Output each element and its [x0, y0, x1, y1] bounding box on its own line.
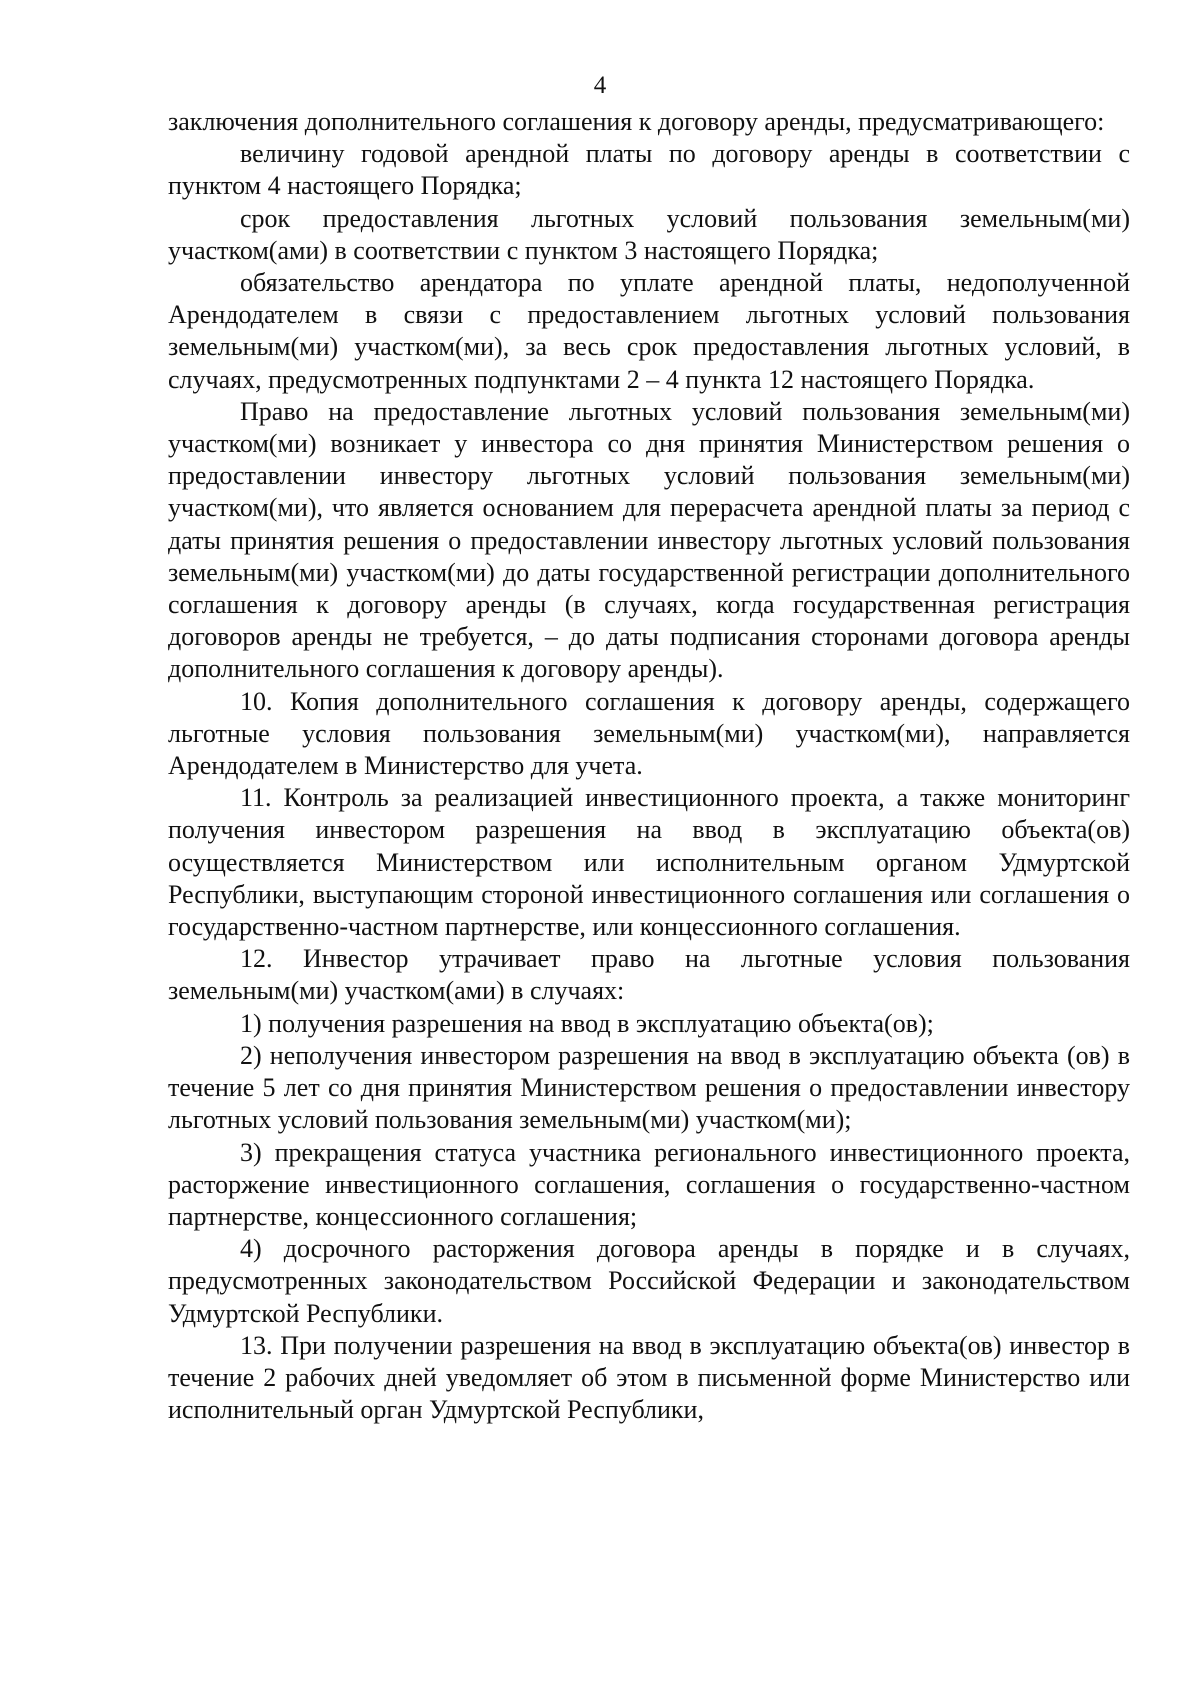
- list-item-2: 2) неполучения инвестором разрешения на ввод в эксплуатацию объекта (ов) в течение 5 лет со дня принятия Министерством решения о предоставлении инвестору льготных условий пользования земельным(ми) участком(ми);: [168, 1040, 1130, 1135]
- list-item-1: 1) получения разрешения на ввод в эксплуатацию объекта(ов);: [240, 1008, 934, 1038]
- paragraph-10: 10. Копия дополнительного соглашения к договору аренды, содержащего льготные условия пользования земельным(ми) участком(ми), направляется Арендодателем в Министерство для учета.: [168, 686, 1130, 781]
- paragraph-continuation: заключения дополнительного соглашения к договору аренды, предусматривающего:: [168, 107, 1105, 136]
- document-body: [168, 106, 1130, 1426]
- page-number: 4: [593, 72, 607, 99]
- paragraph-obligation: обязательство арендатора по уплате арендной платы, недополученной Арендодателем в связи с предоставлением льготных условий пользования земельным(ми) участком(ми), за весь срок предоставления льготных условий, в случаях, предусмотренных подпунктами 2 – 4 пункта 12 настоящего Порядка.: [168, 268, 1130, 394]
- paragraph-term: срок предоставления льготных условий пользования земельным(ми) участком(ами) в соответствии с пунктом 3 настоящего Порядка;: [168, 203, 1130, 265]
- paragraph-right: Право на предоставление льготных условий пользования земельным(ми) участком(ми) возникает у инвестора со дня принятия Министерством решения о предоставлении инвестору льготных условий пользования земельным(ми) участком(ми), что является основанием для перерасчета арендной платы за период с даты принятия решения о предоставлении инвестору льготных условий пользования земельным(ми) участком(ми) до даты государственной регистрации дополнительного соглашения к договору аренды (в случаях, когда государственная регистрация договоров аренды не требуется, – до даты подписания сторонами договора аренды дополнительного соглашения к договору аренды).: [168, 396, 1130, 684]
- paragraph-11: 11. Контроль за реализацией инвестиционного проекта, а также мониторинг получения инвестором разрешения на ввод в эксплуатацию объекта(ов) осуществляется Министерством или исполнительным органом Удмуртской Республики, выступающим стороной инвестиционного соглашения или соглашения о государственно-частном партнерстве, или концессионного соглашения.: [168, 783, 1130, 942]
- paragraph-annual-rent: величину годовой арендной платы по договору аренды в соответствии с пунктом 4 настоящего Порядка;: [168, 139, 1130, 201]
- paragraph-13: 13. При получении разрешения на ввод в эксплуатацию объекта(ов) инвестор в течение 2 рабочих дней уведомляет об этом в письменной форме Министерство или исполнительный орган Удмуртской Республики,: [168, 1330, 1130, 1425]
- paragraph-12: 12. Инвестор утрачивает право на льготные условия пользования земельным(ми) участком(ами) в случаях:: [168, 944, 1130, 1006]
- list-item-3: 3) прекращения статуса участника регионального инвестиционного проекта, расторжение инвестиционного соглашения, соглашения о государственно-частном партнерстве, концессионного соглашения;: [168, 1137, 1130, 1231]
- list-item-4: 4) досрочного расторжения договора аренды в порядке и в случаях, предусмотренных законодательством Российской Федерации и законодательством Удмуртской Республики.: [168, 1234, 1130, 1328]
